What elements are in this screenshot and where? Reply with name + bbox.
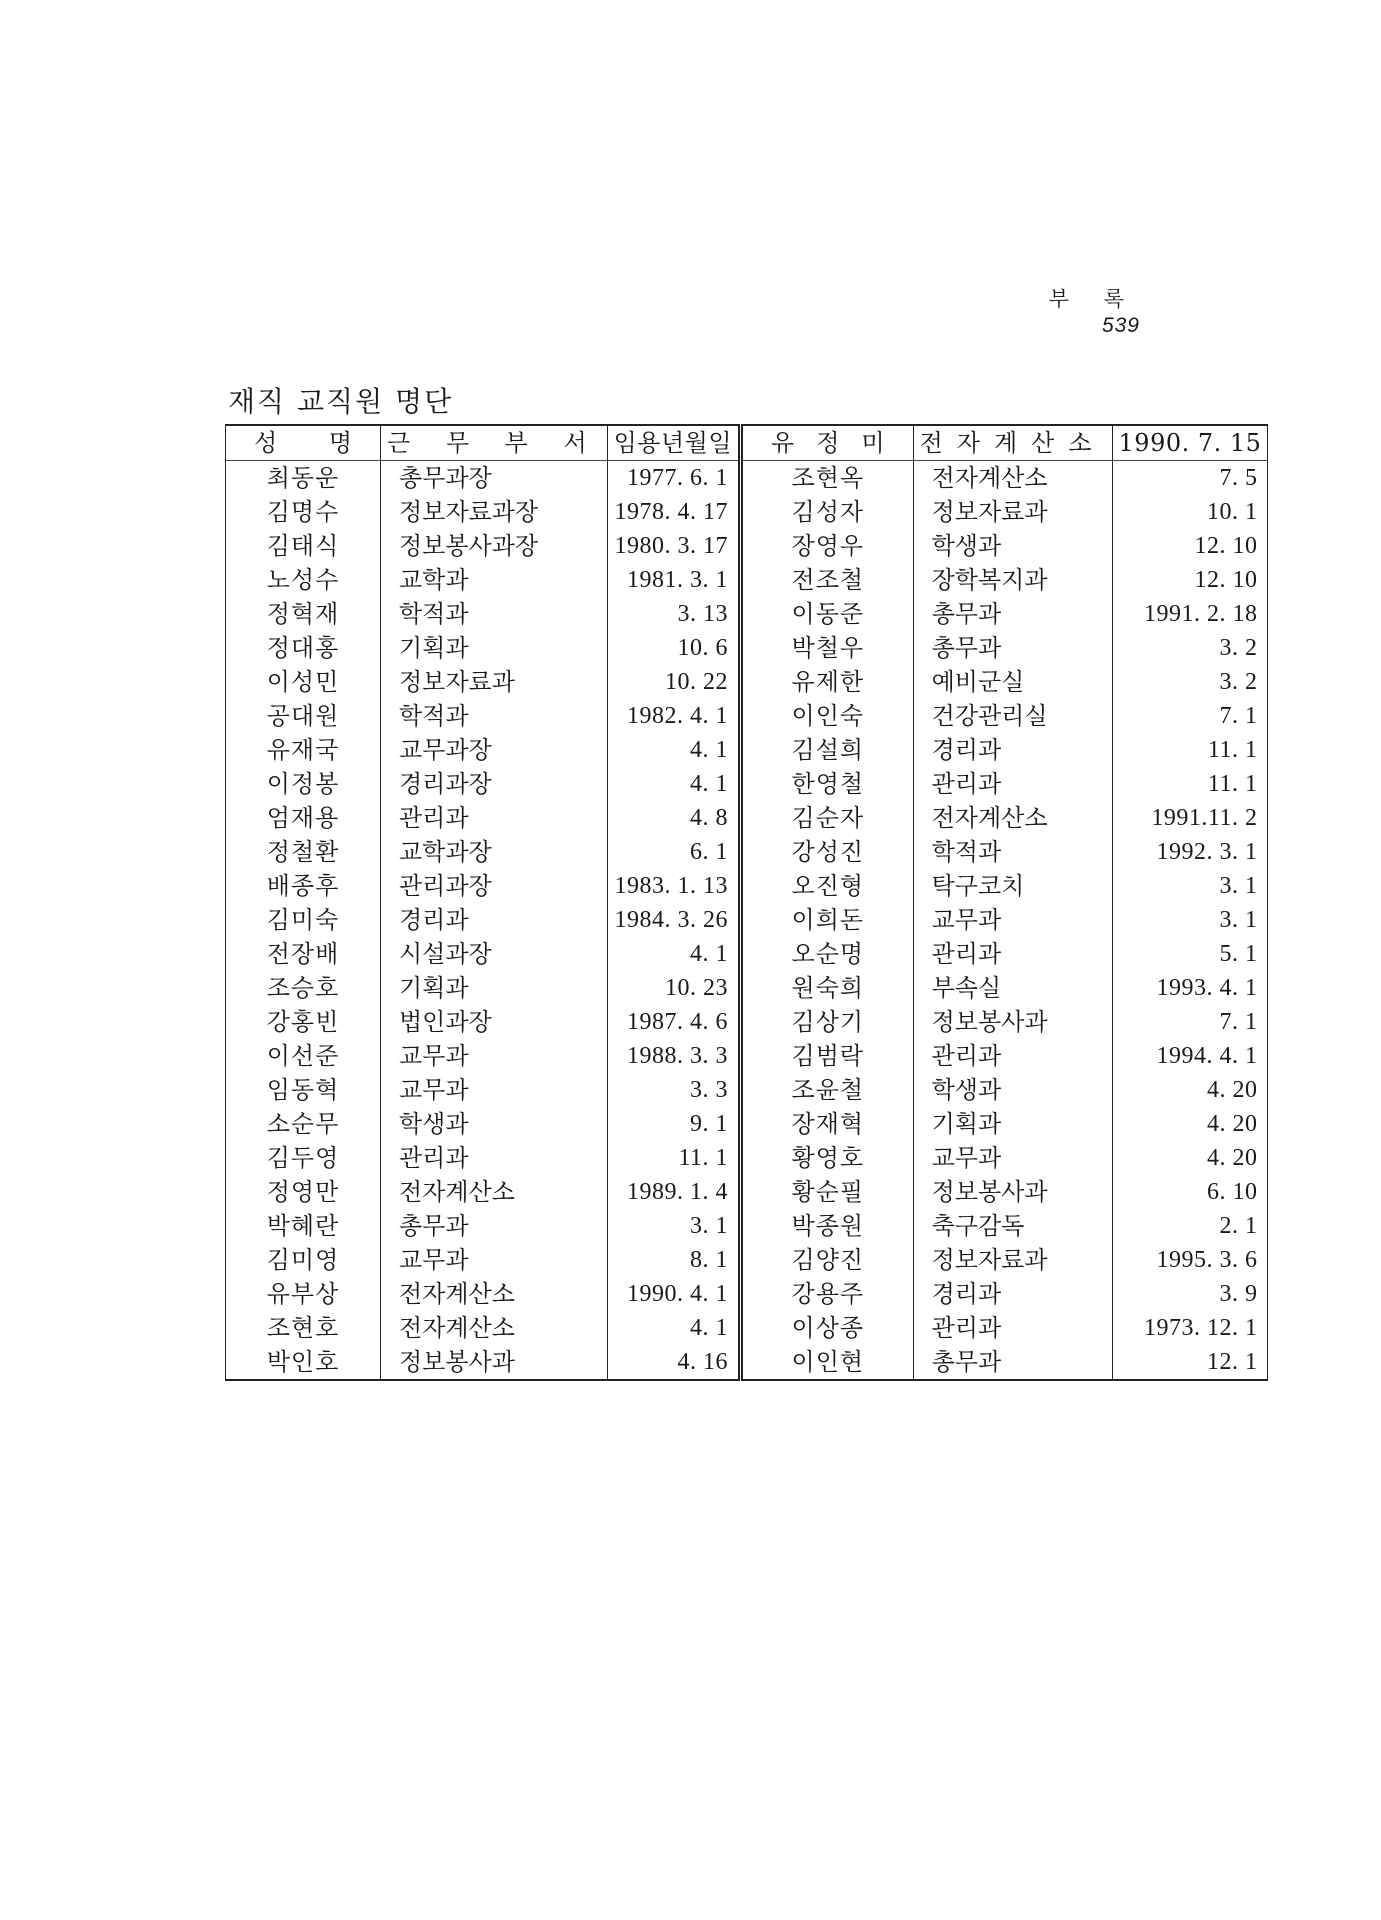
- staff-department: 전자계산소: [381, 1277, 608, 1311]
- staff-department: 교무과: [913, 1141, 1112, 1175]
- staff-name: 정대홍: [226, 631, 381, 665]
- staff-department: 정보봉사과: [913, 1005, 1112, 1039]
- staff-department: 교학과: [381, 563, 608, 597]
- staff-department: 법인과장: [381, 1005, 608, 1039]
- staff-department: 관리과장: [381, 869, 608, 903]
- table-row: [226, 495, 1268, 529]
- appointment-date: 4. 1: [607, 733, 740, 767]
- staff-department: 정보자료과장: [381, 495, 608, 529]
- staff-name: 이인숙: [741, 699, 914, 733]
- staff-department: 경리과장: [381, 767, 608, 801]
- staff-name: 정영만: [226, 1175, 381, 1209]
- staff-name: 김설희: [741, 733, 914, 767]
- appointment-date: 10. 6: [607, 631, 740, 665]
- table-row: [226, 937, 1268, 971]
- appointment-date: 1991. 2. 18: [1112, 597, 1268, 631]
- staff-department: 탁구코치: [913, 869, 1112, 903]
- appointment-date: 10. 23: [607, 971, 740, 1005]
- appointment-date: 6. 1: [607, 835, 740, 869]
- appointment-date: 1990. 7. 15: [1112, 425, 1268, 461]
- appointment-date: 3. 2: [1112, 631, 1268, 665]
- page-number: 539: [1101, 314, 1140, 337]
- appointment-date: 1990. 4. 1: [607, 1277, 740, 1311]
- staff-name: 강홍빈: [226, 1005, 381, 1039]
- staff-name: 이선준: [226, 1039, 381, 1073]
- table-row: [226, 767, 1268, 801]
- table-row: [226, 529, 1268, 563]
- appointment-date: 4. 20: [1112, 1073, 1268, 1107]
- appointment-date: 1989. 1. 4: [607, 1175, 740, 1209]
- staff-name: 박철우: [741, 631, 914, 665]
- appointment-date: 4. 20: [1112, 1107, 1268, 1141]
- appointment-date: 9. 1: [607, 1107, 740, 1141]
- staff-name: 황순필: [741, 1175, 914, 1209]
- appointment-date: 7. 1: [1112, 1005, 1268, 1039]
- column-header-date: 임용년월일: [607, 425, 740, 461]
- table-header-row: [226, 425, 1268, 461]
- appointment-date: 1980. 3. 17: [607, 529, 740, 563]
- staff-name: 황영호: [741, 1141, 914, 1175]
- staff-name: 김양진: [741, 1243, 914, 1277]
- appointment-date: 11. 1: [1112, 767, 1268, 801]
- staff-department: 예비군실: [913, 665, 1112, 699]
- table-row: [226, 1243, 1268, 1277]
- staff-name: 조현옥: [741, 461, 914, 496]
- table-row: [226, 597, 1268, 631]
- staff-department: 관리과: [913, 1039, 1112, 1073]
- staff-department: 전자계산소: [913, 461, 1112, 496]
- staff-name: 유재국: [226, 733, 381, 767]
- table-row: [226, 1209, 1268, 1243]
- appointment-date: 12. 10: [1112, 529, 1268, 563]
- staff-name: 엄재용: [226, 801, 381, 835]
- staff-name: 소순무: [226, 1107, 381, 1141]
- table-row: [226, 1073, 1268, 1107]
- appointment-date: 1988. 3. 3: [607, 1039, 740, 1073]
- table-row: [226, 1175, 1268, 1209]
- staff-department: 학생과: [381, 1107, 608, 1141]
- staff-name: 김두영: [226, 1141, 381, 1175]
- staff-name: 박인호: [226, 1345, 381, 1380]
- staff-department: 전자계산소: [913, 425, 1112, 461]
- staff-department: 정보봉사과: [913, 1175, 1112, 1209]
- table-row: [226, 835, 1268, 869]
- column-header-dept: 근 무 부 서: [381, 425, 608, 461]
- appointment-date: 4. 16: [607, 1345, 740, 1380]
- staff-department: 전자계산소: [913, 801, 1112, 835]
- staff-name: 강용주: [741, 1277, 914, 1311]
- staff-department: 정보자료과: [913, 495, 1112, 529]
- staff-name: 조윤철: [741, 1073, 914, 1107]
- staff-department: 기획과: [913, 1107, 1112, 1141]
- staff-department: 학적과: [913, 835, 1112, 869]
- staff-department: 정보자료과: [913, 1243, 1112, 1277]
- staff-name: 오순명: [741, 937, 914, 971]
- staff-name: 강성진: [741, 835, 914, 869]
- staff-name: 김범락: [741, 1039, 914, 1073]
- appointment-date: 1993. 4. 1: [1112, 971, 1268, 1005]
- staff-name: 김미영: [226, 1243, 381, 1277]
- appointment-date: 5. 1: [1112, 937, 1268, 971]
- appointment-date: 4. 1: [607, 1311, 740, 1345]
- table-row: [226, 869, 1268, 903]
- staff-department: 축구감독: [913, 1209, 1112, 1243]
- table-row: [226, 699, 1268, 733]
- staff-name: 이성민: [226, 665, 381, 699]
- table-row: [226, 1311, 1268, 1345]
- appointment-date: 3. 3: [607, 1073, 740, 1107]
- appointment-date: 1977. 6. 1: [607, 461, 740, 496]
- appointment-date: 2. 1: [1112, 1209, 1268, 1243]
- table-row: [226, 563, 1268, 597]
- staff-department: 교학과장: [381, 835, 608, 869]
- appointment-date: 3. 13: [607, 597, 740, 631]
- staff-name: 원숙희: [741, 971, 914, 1005]
- staff-department: 관리과: [381, 1141, 608, 1175]
- staff-name: 박종원: [741, 1209, 914, 1243]
- staff-name: 이동준: [741, 597, 914, 631]
- staff-name: 이상종: [741, 1311, 914, 1345]
- staff-roster-table: [225, 424, 1268, 1381]
- appointment-date: 1978. 4. 17: [607, 495, 740, 529]
- staff-name: 유제한: [741, 665, 914, 699]
- staff-name: 한영철: [741, 767, 914, 801]
- appointment-date: 4. 20: [1112, 1141, 1268, 1175]
- staff-department: 관리과: [913, 1311, 1112, 1345]
- staff-department: 학적과: [381, 699, 608, 733]
- staff-department: 총무과: [913, 631, 1112, 665]
- staff-department: 교무과장: [381, 733, 608, 767]
- staff-department: 전자계산소: [381, 1175, 608, 1209]
- table-row: [226, 631, 1268, 665]
- appointment-date: 7. 1: [1112, 699, 1268, 733]
- appointment-date: 7. 5: [1112, 461, 1268, 496]
- appointment-date: 1995. 3. 6: [1112, 1243, 1268, 1277]
- staff-name: 이인현: [741, 1345, 914, 1380]
- staff-department: 관리과: [913, 937, 1112, 971]
- staff-department: 정보봉사과: [381, 1345, 608, 1380]
- appointment-date: 10. 22: [607, 665, 740, 699]
- appointment-date: 1994. 4. 1: [1112, 1039, 1268, 1073]
- table-row: [226, 461, 1268, 496]
- appointment-date: 12. 10: [1112, 563, 1268, 597]
- staff-department: 관리과: [913, 767, 1112, 801]
- appointment-date: 3. 1: [1112, 903, 1268, 937]
- table-row: [226, 971, 1268, 1005]
- appointment-date: 10. 1: [1112, 495, 1268, 529]
- staff-name: 김미숙: [226, 903, 381, 937]
- appointment-date: 3. 9: [1112, 1277, 1268, 1311]
- staff-department: 전자계산소: [381, 1311, 608, 1345]
- appointment-date: 3. 1: [607, 1209, 740, 1243]
- staff-name: 이희돈: [741, 903, 914, 937]
- appointment-date: 1991.11. 2: [1112, 801, 1268, 835]
- staff-department: 정보자료과: [381, 665, 608, 699]
- staff-department: 기획과: [381, 631, 608, 665]
- appointment-date: 6. 10: [1112, 1175, 1268, 1209]
- staff-department: 교무과: [381, 1073, 608, 1107]
- table-row: [226, 1039, 1268, 1073]
- appointment-date: 1987. 4. 6: [607, 1005, 740, 1039]
- document-title: 재직 교직원 명단: [228, 385, 454, 418]
- staff-department: 총무과: [913, 597, 1112, 631]
- staff-name: 정혁재: [226, 597, 381, 631]
- table-row: [226, 733, 1268, 767]
- staff-department: 관리과: [381, 801, 608, 835]
- staff-name: 전조철: [741, 563, 914, 597]
- table-row: [226, 1005, 1268, 1039]
- staff-department: 총무과: [381, 1209, 608, 1243]
- staff-name: 조현호: [226, 1311, 381, 1345]
- staff-name: 임동혁: [226, 1073, 381, 1107]
- appointment-date: 4. 8: [607, 801, 740, 835]
- staff-department: 건강관리실: [913, 699, 1112, 733]
- staff-name: 공대원: [226, 699, 381, 733]
- appointment-date: 1981. 3. 1: [607, 563, 740, 597]
- staff-department: 교무과: [381, 1039, 608, 1073]
- staff-name: 김성자: [741, 495, 914, 529]
- staff-name: 조승호: [226, 971, 381, 1005]
- staff-name: 유정미: [741, 425, 914, 461]
- staff-name: 최동운: [226, 461, 381, 496]
- staff-name: 장재혁: [741, 1107, 914, 1141]
- appointment-date: 4. 1: [607, 767, 740, 801]
- staff-department: 시설과장: [381, 937, 608, 971]
- staff-name: 김순자: [741, 801, 914, 835]
- staff-name: 배종후: [226, 869, 381, 903]
- staff-name: 김명수: [226, 495, 381, 529]
- staff-department: 기획과: [381, 971, 608, 1005]
- column-header-name: 성 명: [226, 425, 381, 461]
- staff-name: 유부상: [226, 1277, 381, 1311]
- staff-department: 경리과: [381, 903, 608, 937]
- appointment-date: 1983. 1. 13: [607, 869, 740, 903]
- table-row: [226, 1277, 1268, 1311]
- staff-name: 김태식: [226, 529, 381, 563]
- table-row: [226, 1141, 1268, 1175]
- staff-name: 이정봉: [226, 767, 381, 801]
- appointment-date: 12. 1: [1112, 1345, 1268, 1380]
- staff-department: 총무과: [913, 1345, 1112, 1380]
- appointment-date: 1973. 12. 1: [1112, 1311, 1268, 1345]
- appointment-date: 11. 1: [607, 1141, 740, 1175]
- appointment-date: 3. 2: [1112, 665, 1268, 699]
- staff-name: 박혜란: [226, 1209, 381, 1243]
- staff-department: 경리과: [913, 1277, 1112, 1311]
- staff-department: 학생과: [913, 1073, 1112, 1107]
- staff-department: 학생과: [913, 529, 1112, 563]
- staff-name: 정철환: [226, 835, 381, 869]
- staff-department: 학적과: [381, 597, 608, 631]
- page-header: [1020, 283, 1140, 338]
- appendix-label: 부 록: [1048, 287, 1138, 311]
- table-row: [226, 801, 1268, 835]
- staff-department: 교무과: [381, 1243, 608, 1277]
- staff-department: 교무과: [913, 903, 1112, 937]
- staff-department: 부속실: [913, 971, 1112, 1005]
- staff-name: 오진형: [741, 869, 914, 903]
- staff-department: 총무과장: [381, 461, 608, 496]
- table-row: [226, 1107, 1268, 1141]
- appointment-date: 8. 1: [607, 1243, 740, 1277]
- staff-name: 전장배: [226, 937, 381, 971]
- appointment-date: 3. 1: [1112, 869, 1268, 903]
- staff-department: 정보봉사과장: [381, 529, 608, 563]
- staff-name: 장영우: [741, 529, 914, 563]
- table-row: [226, 665, 1268, 699]
- table-row: [226, 903, 1268, 937]
- appointment-date: 11. 1: [1112, 733, 1268, 767]
- appointment-date: 1984. 3. 26: [607, 903, 740, 937]
- staff-department: 장학복지과: [913, 563, 1112, 597]
- appointment-date: 4. 1: [607, 937, 740, 971]
- appointment-date: 1992. 3. 1: [1112, 835, 1268, 869]
- table-row: [226, 1345, 1268, 1380]
- staff-name: 노성수: [226, 563, 381, 597]
- staff-department: 경리과: [913, 733, 1112, 767]
- appointment-date: 1982. 4. 1: [607, 699, 740, 733]
- staff-name: 김상기: [741, 1005, 914, 1039]
